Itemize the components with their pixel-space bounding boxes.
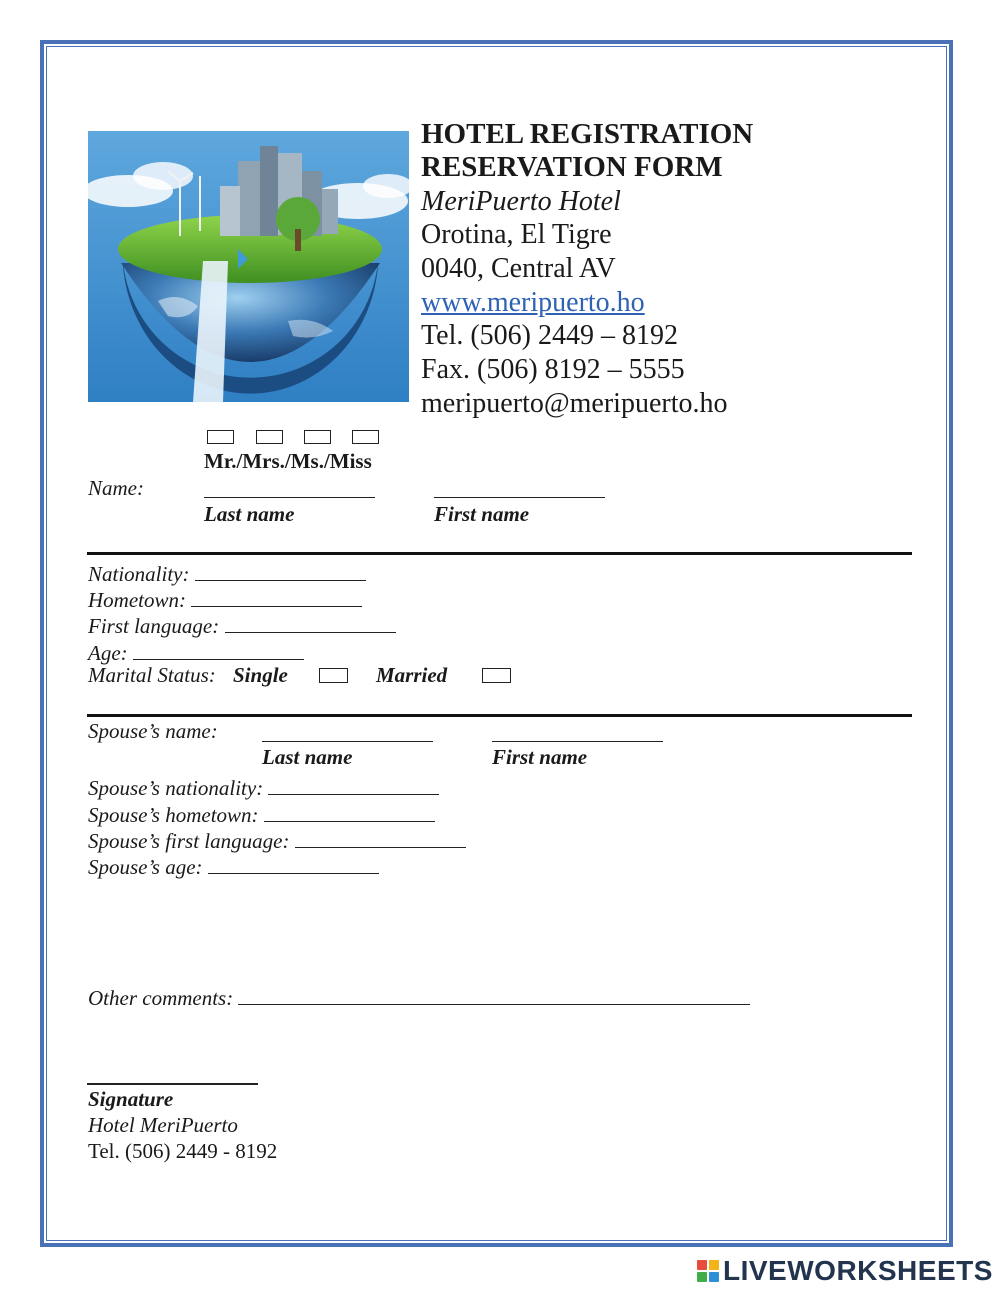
- email-address: meripuerto@meripuerto.ho: [421, 388, 728, 419]
- comments-row: [88, 982, 750, 1011]
- website-link[interactable]: www.meripuerto.ho: [421, 287, 645, 318]
- hometown-row: [88, 584, 362, 613]
- checkbox-miss[interactable]: [352, 430, 379, 444]
- spouse-hometown-label: Spouse’s hometown:: [88, 803, 259, 828]
- liveworksheets-wordmark: LIVEWORKSHEETS: [723, 1255, 993, 1286]
- spouse-first-language-row: [88, 825, 466, 854]
- first-name-field[interactable]: [434, 497, 605, 498]
- age-row: [88, 637, 304, 666]
- nationality-label: Nationality:: [88, 562, 190, 587]
- comments-label: Other comments:: [88, 986, 234, 1011]
- section-divider: [87, 552, 912, 555]
- age-label: Age:: [88, 641, 128, 666]
- marital-status-label: Marital Status:: [88, 663, 216, 687]
- spouse-age-row: [88, 851, 379, 880]
- last-name-label: Last name: [204, 502, 295, 526]
- hometown-field[interactable]: [191, 584, 362, 607]
- address-line2: 0040, Central AV: [421, 253, 616, 284]
- footer-hotel-name: Hotel MeriPuerto: [88, 1113, 238, 1137]
- checkbox-single[interactable]: [319, 668, 348, 683]
- spouse-nationality-row: [88, 772, 439, 801]
- spouse-last-name-field[interactable]: [262, 741, 433, 742]
- last-name-field[interactable]: [204, 497, 375, 498]
- spouse-first-name-label: First name: [492, 745, 588, 769]
- first-language-row: [88, 610, 396, 639]
- checkbox-mrs[interactable]: [256, 430, 283, 444]
- spouse-hometown-row: [88, 799, 435, 828]
- spouse-age-field[interactable]: [208, 851, 379, 874]
- spouse-first-language-label: Spouse’s first language:: [88, 829, 290, 854]
- hometown-label: Hometown:: [88, 588, 186, 613]
- title-options-label: Mr./Mrs./Ms./Miss: [204, 449, 372, 473]
- spouse-last-name-label: Last name: [262, 745, 353, 769]
- checkbox-mr[interactable]: [207, 430, 234, 444]
- spouse-age-label: Spouse’s age:: [88, 855, 203, 880]
- nationality-row: [88, 558, 366, 587]
- liveworksheets-icon: [697, 1260, 719, 1282]
- nationality-field[interactable]: [195, 558, 366, 581]
- spouse-nationality-label: Spouse’s nationality:: [88, 776, 264, 801]
- married-label: Married: [376, 663, 448, 687]
- liveworksheets-logo: [697, 1254, 993, 1288]
- signature-label: Signature: [88, 1087, 174, 1111]
- age-field[interactable]: [133, 637, 304, 660]
- form-title-line2: RESERVATION FORM: [421, 151, 723, 183]
- signature-line[interactable]: [87, 1083, 258, 1085]
- first-name-label: First name: [434, 502, 530, 526]
- hotel-name: MeriPuerto Hotel: [421, 186, 621, 217]
- address-line1: Orotina, El Tigre: [421, 219, 612, 250]
- checkbox-married[interactable]: [482, 668, 511, 683]
- first-language-field[interactable]: [225, 610, 396, 633]
- checkbox-ms[interactable]: [304, 430, 331, 444]
- single-label: Single: [233, 663, 288, 687]
- spouse-first-name-field[interactable]: [492, 741, 663, 742]
- fax-number: Fax. (506) 8192 – 5555: [421, 354, 685, 385]
- comments-field[interactable]: [238, 982, 750, 1005]
- name-label: Name:: [88, 476, 144, 500]
- tel-number: Tel. (506) 2449 – 8192: [421, 320, 679, 351]
- spouse-hometown-field[interactable]: [264, 799, 435, 822]
- spouse-name-label: Spouse’s name:: [88, 719, 218, 743]
- spouse-first-language-field[interactable]: [295, 825, 466, 848]
- first-language-label: First language:: [88, 614, 220, 639]
- hotel-illustration: [88, 131, 409, 402]
- footer-tel: Tel. (506) 2449 - 8192: [88, 1139, 278, 1163]
- section-divider: [87, 714, 912, 717]
- form-title-line1: HOTEL REGISTRATION: [421, 118, 754, 150]
- spouse-nationality-field[interactable]: [268, 772, 439, 795]
